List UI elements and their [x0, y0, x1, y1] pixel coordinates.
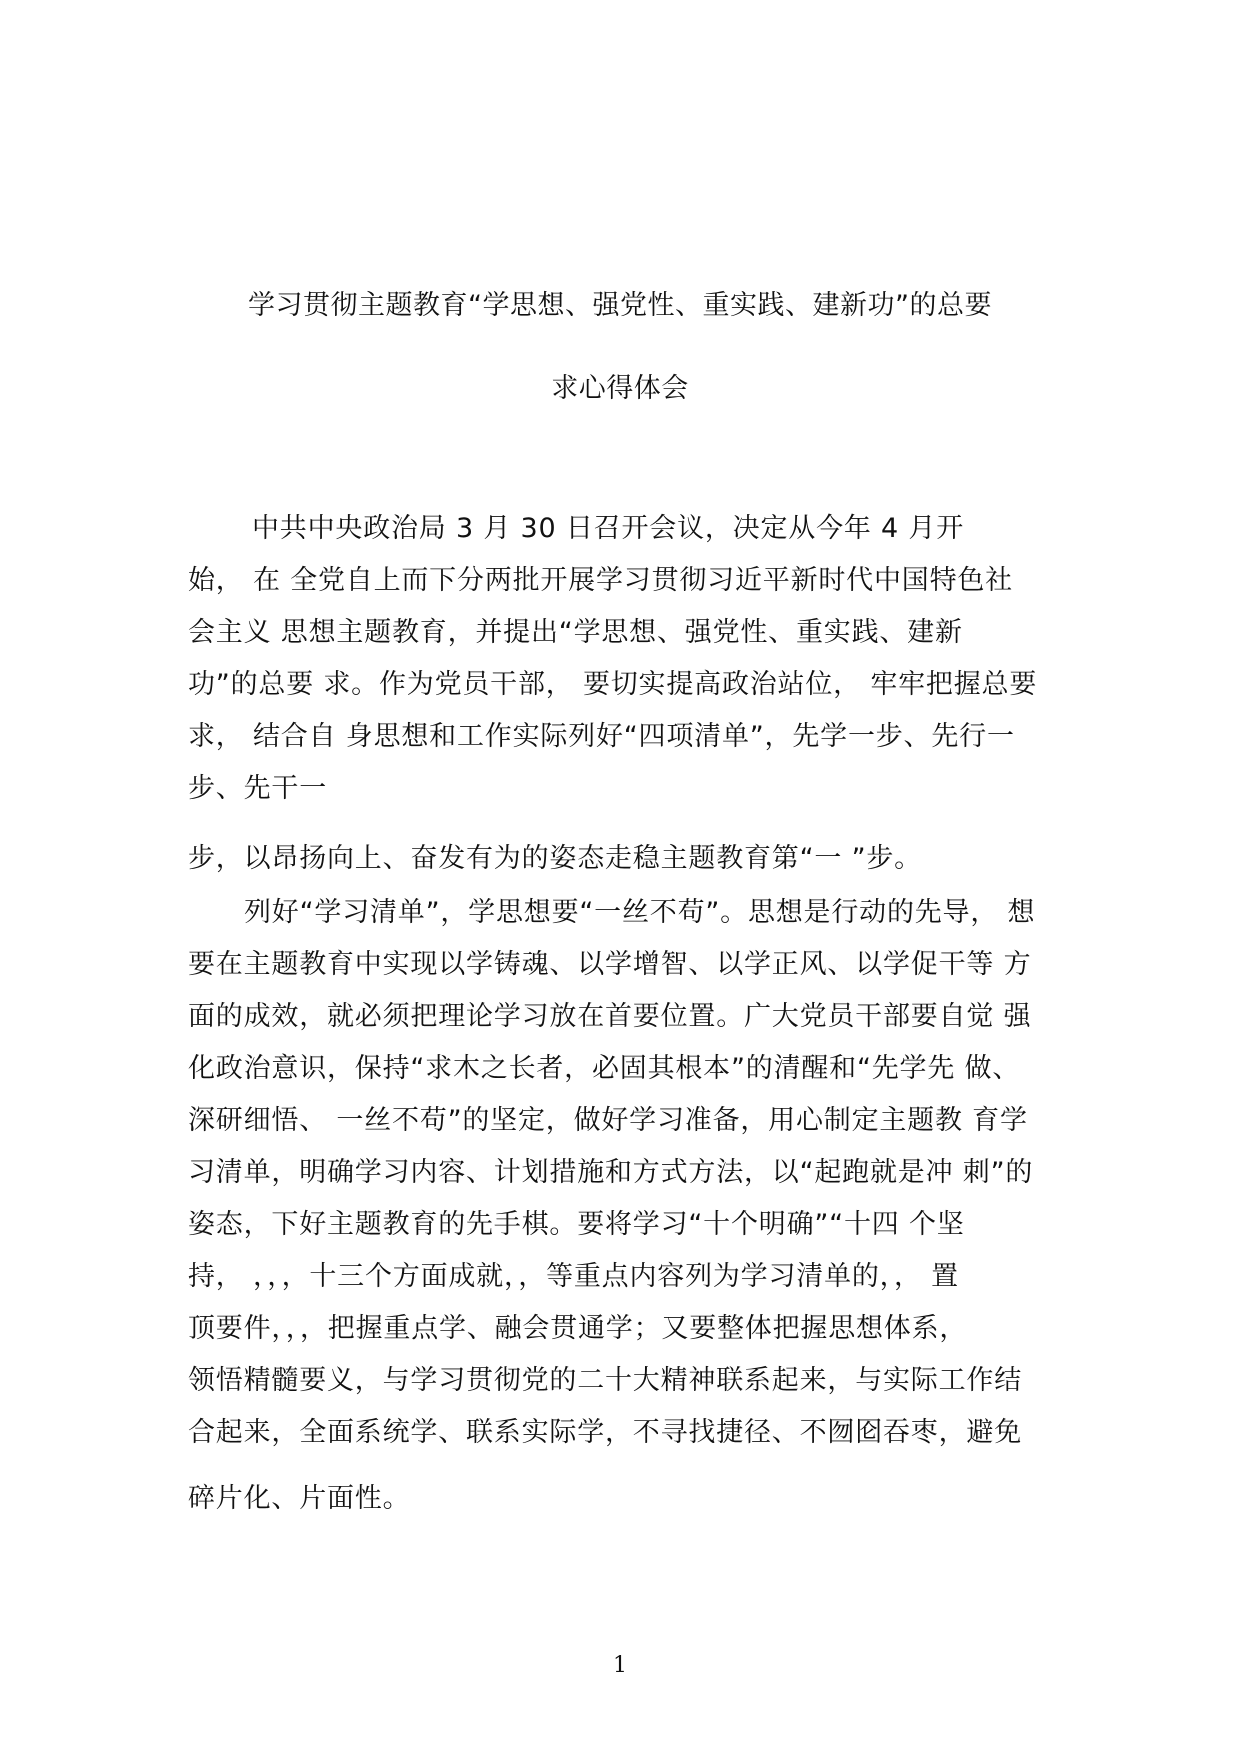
- body-line: 习清单，明确学习内容、计划措施和方式方法，以“起跑就是冲 刺”的: [188, 1157, 1034, 1188]
- body-line: 列好“学习清单”，学思想要“一丝不苟”。思想是行动的先导， 想: [244, 897, 1036, 928]
- body-line: 功”的总要 求。作为党员干部， 要切实提高政治站位， 牢牢把握总要: [188, 669, 1038, 700]
- body-line: 碎片化、片面性。: [188, 1483, 411, 1514]
- document-title-line-2: 求心得体会: [551, 373, 689, 404]
- body-line: 面的成效，就必须把理论学习放在首要位置。广大党员干部要自觉 强: [188, 1001, 1032, 1032]
- body-line: 领悟精髓要义，与学习贯彻党的二十大精神联系起来，与实际工作结: [188, 1365, 1022, 1396]
- body-line: 姿态，下好主题教育的先手棋。要将学习“十个明确”“十四 个坚: [188, 1209, 965, 1240]
- body-line: 步，以昂扬向上、奋发有为的姿态走稳主题教育第“一 ”步。: [188, 843, 922, 874]
- body-line: 中共中央政治局 3 月 30 日召开会议，决定从今年 4 月开: [252, 513, 965, 544]
- body-line: 合起来，全面系统学、联系实际学，不寻找捷径、不囫囵吞枣，避免: [188, 1417, 1022, 1448]
- body-line: 化政治意识，保持“求木之长者，必固其根本”的清醒和“先学先 做、: [188, 1053, 1021, 1084]
- document-title-line-1: 学习贯彻主题教育“学思想、强党性、重实践、建新功”的总要: [248, 290, 992, 321]
- page-number: 1: [613, 1653, 627, 1678]
- body-line: 要在主题教育中实现以学铸魂、以学增智、以学正风、以学促干等 方: [188, 949, 1032, 980]
- body-line: 顶要件，，，把握重点学、融会贯通学；又要整体把握思想体系，: [188, 1313, 968, 1344]
- body-line: 步、先干一: [188, 773, 327, 804]
- body-line: 深研细悟、 一丝不苟”的坚定，做好学习准备，用心制定主题教 育学: [188, 1105, 1028, 1136]
- body-line: 求， 结合自 身思想和工作实际列好“四项清单”，先学一步、先行一: [188, 721, 1015, 752]
- body-line: 持， ，，，十三个方面成就，，等重点内容列为学习清单的，， 置: [188, 1261, 959, 1292]
- body-line: 会主义 思想主题教育，并提出“学思想、强党性、重实践、建新: [188, 617, 963, 648]
- body-line: 始， 在 全党自上而下分两批开展学习贯彻习近平新时代中国特色社: [188, 565, 1013, 596]
